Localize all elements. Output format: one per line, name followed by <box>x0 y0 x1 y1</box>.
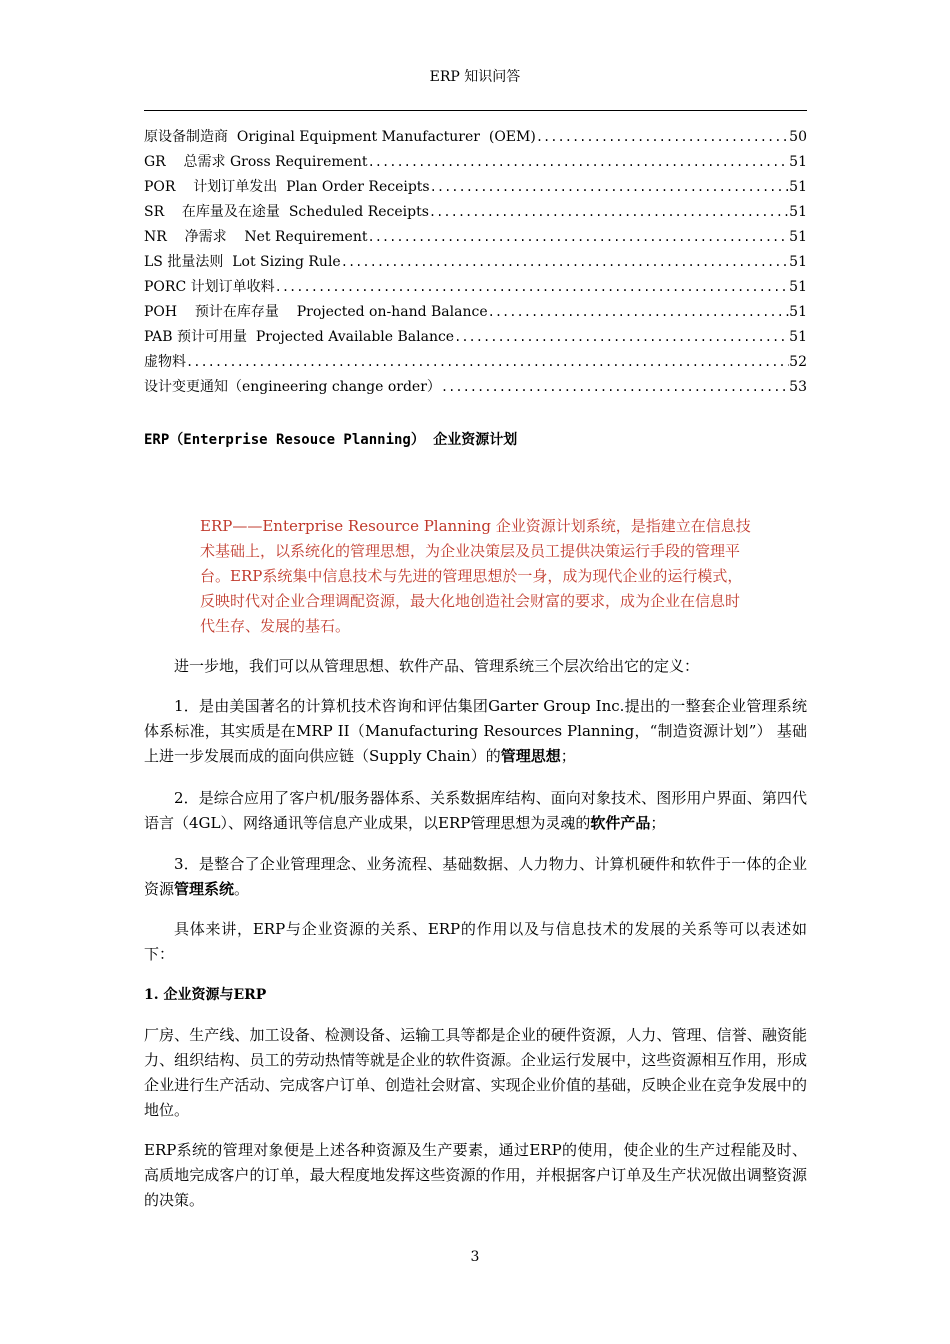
toc-leader <box>429 205 789 219</box>
definition-2 <box>144 786 807 836</box>
toc-entry-text: POR 计划订单发出 Plan Order Receipts <box>144 179 430 195</box>
definition-3-end: 。 <box>234 880 250 898</box>
toc-entry-text: 虚物料 <box>144 354 186 370</box>
toc-entry-page: 53 <box>789 379 807 395</box>
toc-leader <box>368 155 790 169</box>
toc-entry-page: 50 <box>789 129 807 145</box>
toc-leader <box>186 355 789 369</box>
definition-3-text: 3．是整合了企业管理理念、业务流程、基础数据、人力物力、计算机硬件和软件于一体的企业资源 <box>144 855 807 898</box>
toc-entry[interactable] <box>144 351 807 376</box>
toc-leader <box>488 305 790 319</box>
table-of-contents <box>144 126 807 401</box>
toc-leader <box>341 255 789 269</box>
page-number: 3 <box>470 1249 480 1265</box>
toc-entry-page: 51 <box>789 179 807 195</box>
toc-leader <box>275 280 790 294</box>
toc-entry-page: 51 <box>789 204 807 220</box>
toc-entry-text: PORC 计划订单收料 <box>144 279 275 295</box>
definition-1-text: 1．是由美国著名的计算机技术咨询和评估集团Garter Group Inc.提出的一整套企业管理系统体系标准，其实质是在MRP II（Manufacturing Resources Planning，“制造资源计划”） 基础上进一步发展而成的面向供应链（Supply Chain）的 <box>144 697 807 765</box>
erp-definition-quote: ERP——Enterprise Resource Planning 企业资源计划系统，是指建立在信息技术基础上，以系统化的管理思想，为企业决策层及员工提供决策运行手段的管理平台。ERP系统集中信息技术与先进的管理思想於一身，成为现代企业的运行模式，反映时代对企业合理调配资源，最大化地创造社会财富的要求，成为企业在信息时代生存、发展的基石。 <box>200 517 751 635</box>
toc-entry[interactable] <box>144 301 807 326</box>
body-paragraph-2: ERP系统的管理对象便是上述各种资源及生产要素，通过ERP的使用，使企业的生产过程能及时、高质地完成客户的订单，最大程度地发挥这些资源的作用，并根据客户订单及生产状况做出调整资源的决策。 <box>144 1141 807 1209</box>
toc-entry-text: 原设备制造商 Original Equipment Manufacturer (OEM) <box>144 129 536 145</box>
toc-entry-page: 51 <box>789 154 807 170</box>
toc-leader <box>454 330 789 344</box>
definition-1 <box>144 694 807 769</box>
toc-entry-page: 51 <box>789 304 807 320</box>
definition-2-text: 2．是综合应用了客户机/服务器体系、关系数据库结构、面向对象技术、图形用户界面、第四代语言（4GL）、网络通讯等信息产业成果，以ERP管理思想为灵魂的 <box>144 789 807 832</box>
section-heading: 1. 企业资源与ERP <box>144 987 267 1003</box>
toc-entry-page: 51 <box>789 279 807 295</box>
definition-1-end: ； <box>560 747 576 765</box>
toc-entry-page: 52 <box>789 354 807 370</box>
definition-1-keyword: 管理思想 <box>500 747 561 765</box>
toc-entry[interactable] <box>144 226 807 251</box>
toc-entry[interactable] <box>144 176 807 201</box>
relation-paragraph: 具体来讲，ERP与企业资源的关系、ERP的作用以及与信息技术的发展的关系等可以表述如下： <box>144 920 807 963</box>
toc-entry-text: 设计变更通知（engineering change order） <box>144 379 441 395</box>
toc-entry-page: 51 <box>789 254 807 270</box>
page-header: ERP 知识问答 <box>429 69 521 85</box>
toc-entry-page: 51 <box>789 229 807 245</box>
toc-entry-page: 51 <box>789 329 807 345</box>
toc-entry-text: LS 批量法则 Lot Sizing Rule <box>144 254 341 270</box>
toc-entry[interactable] <box>144 151 807 176</box>
definition-2-keyword: 软件产品 <box>590 814 651 832</box>
header-rule <box>144 110 807 111</box>
toc-entry-text: PAB 预计可用量 Projected Available Balance <box>144 329 455 345</box>
toc-entry-text: POH 预计在库存量 Projected on-hand Balance <box>144 304 488 320</box>
toc-entry[interactable] <box>144 251 807 276</box>
toc-leader <box>441 380 789 394</box>
toc-leader <box>536 130 789 144</box>
erp-heading: ERP（Enterprise Resouce Planning） 企业资源计划 <box>144 432 518 448</box>
toc-leader <box>367 230 789 244</box>
toc-entry[interactable] <box>144 276 807 301</box>
toc-leader <box>430 180 790 194</box>
definition-3 <box>144 852 807 902</box>
definition-3-keyword: 管理系统 <box>174 880 235 898</box>
intro-paragraph: 进一步地，我们可以从管理思想、软件产品、管理系统三个层次给出它的定义： <box>174 657 700 675</box>
toc-entry-text: SR 在库量及在途量 Scheduled Receipts <box>144 204 429 220</box>
toc-entry-text: GR 总需求 Gross Requirement <box>144 154 368 170</box>
body-paragraph-1: 厂房、生产线、加工设备、检测设备、运输工具等都是企业的硬件资源，人力、管理、信誉、融资能力、组织结构、员工的劳动热情等就是企业的软件资源。企业运行发展中，这些资源相互作用，形成企业进行生产活动、完成客户订单、创造社会财富、实现企业价值的基础，反映企业在竞争发展中的地位。 <box>144 1026 807 1119</box>
toc-entry[interactable] <box>144 376 807 401</box>
toc-entry[interactable] <box>144 126 807 151</box>
toc-entry-text: NR 净需求 Net Requirement <box>144 229 368 245</box>
definition-2-end: ； <box>650 814 666 832</box>
toc-entry[interactable] <box>144 201 807 226</box>
toc-entry[interactable] <box>144 326 807 351</box>
